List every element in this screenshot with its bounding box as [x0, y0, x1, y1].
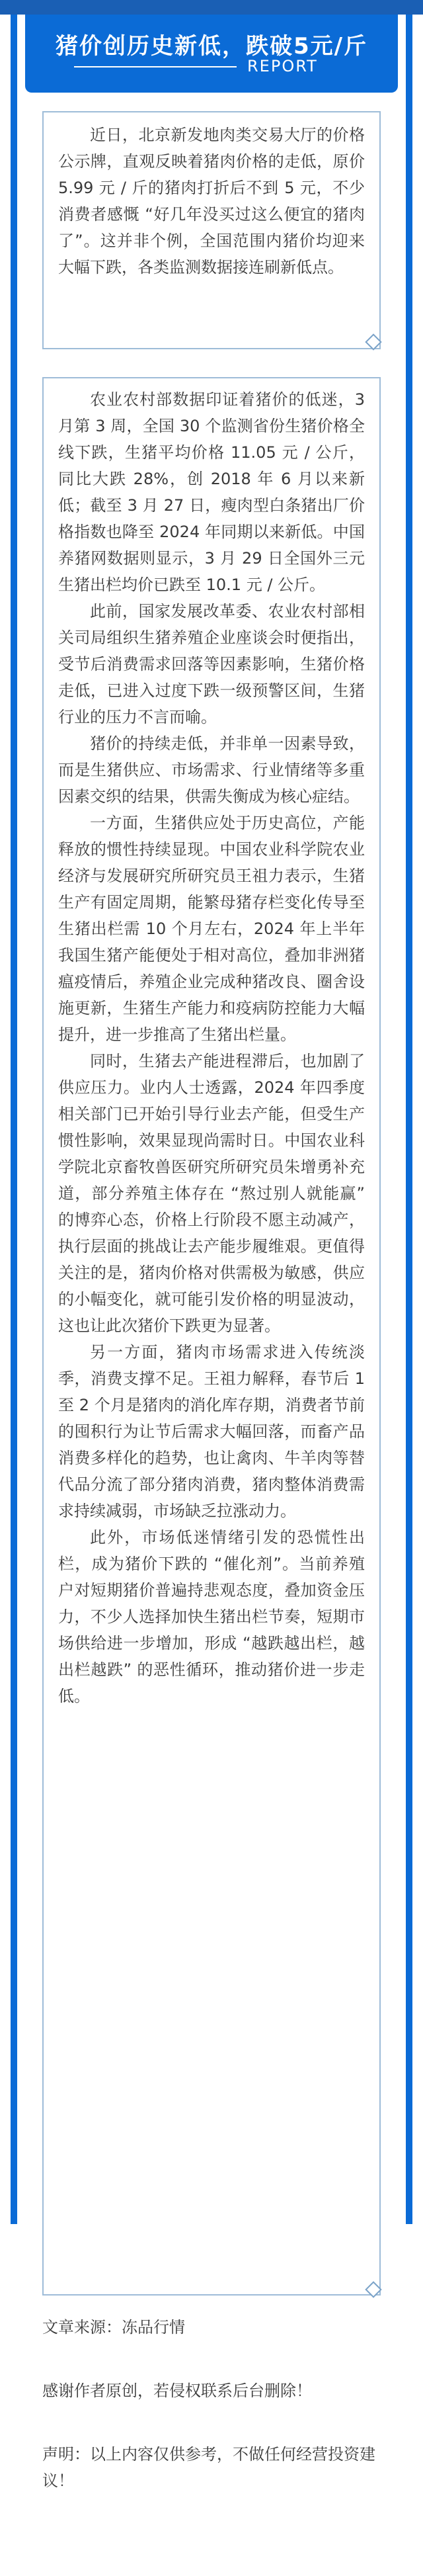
- diamond-corner-icon: [362, 331, 385, 353]
- article-source: 文章来源：冻品行情: [42, 2318, 185, 2337]
- content-paragraph: 同时，生猪去产能进程滞后，也加剧了供应压力。业内人士透露，2024 年四季度相关部门已开始引导行业去产能，但受生产惯性影响，效果显现尚需时日。中国农业科学院北京畜牧兽医研究所研究员朱增勇补充道，部分养殖主体存在 “熬过别人就能赢” 的博弈心态，价格上行阶段不愿主动减产，执行层面的挑战让去产能步履维艰。更值得关注的是，猪肉价格对供需极为敏感，供应的小幅变化，就可能引发价格的明显波动，这也让此次猪价下跌更为显著。: [58, 1052, 365, 1335]
- top-accent-bar: [0, 0, 423, 15]
- right-decorative-bar: [406, 15, 412, 2224]
- intro-box: [42, 111, 381, 349]
- content-paragraph: 此外，市场低迷情绪引发的恐慌性出栏，成为猪价下跌的 “催化剂”。当前养殖户对短期猪价普遍持悲观态度，叠加资金压力，不少人选择加快生猪出栏节奏，短期市场供给进一步增加，形成 “越跌越出栏，越出栏越跌” 的恶性循环，推动猪价进一步走低。: [58, 1528, 365, 1705]
- content-paragraph: 农业农村部数据印证着猪价的低迷，3 月第 3 周，全国 30 个监测省份生猪价格全线下跌，生猪平均价格 11.05 元 / 公斤，同比大跌 28%，创 2018 年 6 月以来新低；截至 3 月 27 日，瘦肉型白条猪出厂价格指数也降至 2024 年同期以来新低。中国养猪网数据则显示，3 月 29 日全国外三元生猪出栏均价已跌至 10.1 元 / 公斤。: [58, 390, 365, 594]
- report-label: REPORT: [247, 57, 318, 75]
- title-banner: [25, 15, 398, 93]
- content-paragraph: 一方面，生猪供应处于历史高位，产能释放的惯性持续显现。中国农业科学院农业经济与发展研究所研究员王祖力表示，生猪生产有固定周期，能繁母猪存栏变化传导至生猪出栏需 10 个月左右，2024 年上半年我国生猪产能便处于相对高位，叠加非洲猪瘟疫情后，养殖企业完成种猪改良、圈舍设施更新，生猪生产能力和疫病防控能力大幅提升，进一步推高了生猪出栏量。: [58, 814, 365, 1044]
- intro-paragraph: 近日，北京新发地肉类交易大厅的价格公示牌，直观反映着猪肉价格的走低，原价 5.99 元 / 斤的猪肉打折后不到 5 元，不少消费者感慨 “好几年没买过这么便宜的猪肉了”。这并非个例，全国范围内猪价均迎来大幅下跌，各类监测数据接连刷新低点。: [58, 126, 365, 277]
- content-paragraph: 此前，国家发展改革委、农业农村部相关司局组织生猪养殖企业座谈会时便指出，受节后消费需求回落等因素影响，生猪价格走低，已进入过度下跌一级预警区间，生猪行业的压力不言而喻。: [58, 602, 365, 726]
- content-paragraph: 猪价的持续走低，并非单一因素导致，而是生猪供应、市场需求、行业情绪等多重因素交织的结果，供需失衡成为核心症结。: [58, 734, 365, 806]
- title-divider-line: [74, 66, 237, 67]
- main-content-box: [42, 377, 381, 2296]
- page-title: 猪价创历史新低，跌破5元/斤: [55, 33, 368, 60]
- diamond-corner-icon: [362, 2278, 385, 2301]
- content-paragraph: 另一方面，猪肉市场需求进入传统淡季，消费支撑不足。王祖力解释，春节后 1 至 2 个月是猪肉的消化库存期，消费者节前的囤积行为让节后需求大幅回落，而畜产品消费多样化的趋势，也让禽肉、牛羊肉等替代品分流了部分猪肉消费，猪肉整体消费需求持续减弱，市场缺乏拉涨动力。: [58, 1343, 365, 1520]
- disclaimer: 声明：以上内容仅供参考，不做任何经营投资建议！: [42, 2445, 375, 2490]
- copyright-notice: 感谢作者原创，若侵权联系后台删除！: [42, 2382, 312, 2400]
- left-decorative-bar: [11, 15, 17, 2224]
